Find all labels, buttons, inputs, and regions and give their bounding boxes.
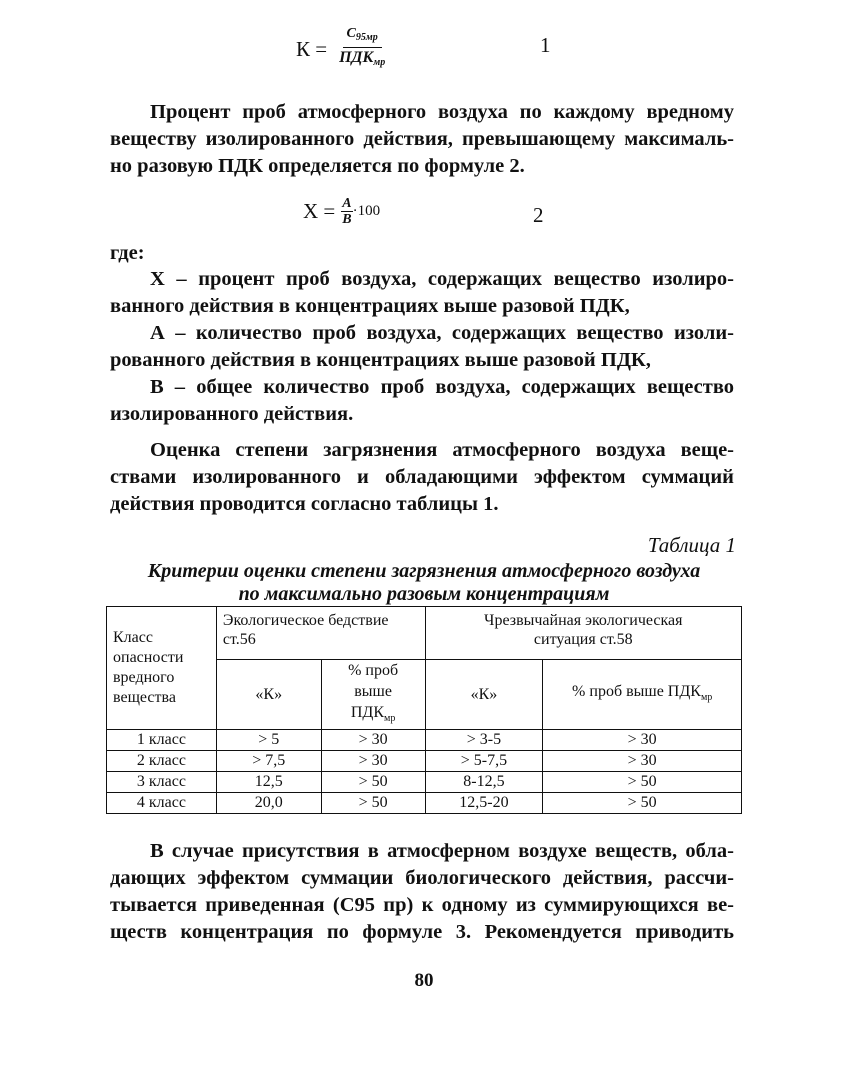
definition-a-line: рованного действия в концентрациях выше разовой ПДК, [110, 349, 651, 371]
cell-k-disaster: > 5 [216, 730, 321, 751]
subheader-percent-2-text: % проб выше ПДК [572, 682, 701, 700]
formula-2-denominator: B [342, 212, 352, 227]
summation-line: дающих эффектом суммации биологического действия, рассчи- [110, 867, 734, 889]
summation-line: В случае присутствия в атмосферном воздухе веществ, обла- [150, 840, 734, 862]
cell-class: 3 класс [107, 772, 217, 793]
cell-k-emergency: > 5-7,5 [425, 751, 543, 772]
table-label: Таблица 1 [647, 533, 736, 557]
formula-1-numerator-sub: 95мр [355, 32, 378, 43]
table-header-row [107, 607, 742, 660]
cell-k-disaster: 12,5 [216, 772, 321, 793]
intro-line: но разовую ПДК определяется по формуле 2. [110, 155, 525, 177]
formula-2 [303, 196, 380, 227]
definition-b-line: изолированного действия. [110, 403, 354, 425]
intro-paragraph [110, 99, 734, 180]
cell-percent-disaster: > 50 [321, 772, 425, 793]
cell-class: 2 класс [107, 751, 217, 772]
assessment-paragraph [110, 437, 734, 518]
header-emergency-situation: Чрезвычайная экологическая ситуация ст.58 [425, 607, 741, 660]
formula-1-numerator: C [346, 26, 356, 41]
cell-percent-disaster: > 30 [321, 751, 425, 772]
cell-k-emergency: 8-12,5 [425, 772, 543, 793]
formula-2-lhs: Х = [303, 199, 336, 223]
formula-1-lhs: К = [296, 36, 328, 61]
subheader-percent-1 [321, 660, 425, 730]
summation-line: ществ концентрация по формуле 3. Рекомендуется приводить [110, 921, 734, 943]
cell-percent-emergency: > 30 [543, 730, 742, 751]
formula-2-number: 2 [533, 203, 544, 227]
definition-b-line: В – общее количество проб воздуха, содержащих вещество [150, 376, 734, 398]
cell-k-disaster: > 7,5 [216, 751, 321, 772]
cell-class: 1 класс [107, 730, 217, 751]
where-definitions [110, 266, 734, 428]
cell-percent-emergency: > 50 [543, 772, 742, 793]
definition-x-line: Х – процент проб воздуха, содержащих вещество изолиро- [150, 268, 734, 290]
intro-line: веществу изолированного действия, превышающему максималь- [110, 128, 734, 150]
table-row [107, 751, 742, 772]
assessment-line: ствами изолированного и обладающими эффектом суммаций [110, 466, 734, 488]
page-number: 80 [414, 970, 434, 991]
subheader-percent-2 [543, 660, 742, 730]
cell-percent-disaster: > 50 [321, 793, 425, 814]
summation-line: тывается приведенная (С95 пр) к одному из суммирующихся ве- [110, 894, 734, 916]
table-row [107, 730, 742, 751]
table-caption-line-1: Критерии оценки степени загрязнения атмосферного воздуха [147, 560, 701, 582]
formula-2-numerator: A [342, 196, 352, 211]
header-ecological-disaster: Экологическое бедствие ст.56 [216, 607, 425, 660]
summation-paragraph [110, 838, 734, 946]
subheader-percent-1-sub: мр [383, 713, 396, 725]
formula-2-multiplier: ·100 [352, 203, 381, 219]
cell-k-disaster: 20,0 [216, 793, 321, 814]
formula-1-number: 1 [540, 33, 551, 57]
header-hazard-class: Класс опасности вредного вещества [107, 607, 217, 730]
subheader-k-2: «К» [425, 660, 543, 730]
table-caption-line-2: по максимально разовым концентрациям [238, 583, 610, 605]
formula-2-fraction [341, 196, 352, 227]
formula-1-denominator: ПДК [339, 49, 374, 66]
table-row [107, 772, 742, 793]
subheader-percent-2-sub: мр [700, 691, 713, 703]
subheader-k-1: «К» [216, 660, 321, 730]
formula-1 [296, 26, 389, 72]
criteria-table [106, 606, 742, 814]
cell-k-emergency: 12,5-20 [425, 793, 543, 814]
subheader-percent-1-text: % проб выше ПДК [348, 662, 399, 721]
definition-a-line: А – количество проб воздуха, содержащих вещество изоли- [150, 322, 734, 344]
cell-percent-disaster: > 30 [321, 730, 425, 751]
cell-class: 4 класс [107, 793, 217, 814]
assessment-line: действия проводится согласно таблицы 1. [110, 493, 499, 515]
cell-percent-emergency: > 30 [543, 751, 742, 772]
formula-1-fraction [335, 26, 389, 72]
definition-x-line: ванного действия в концентрациях выше разовой ПДК, [110, 295, 630, 317]
cell-percent-emergency: > 50 [543, 793, 742, 814]
cell-k-emergency: > 3-5 [425, 730, 543, 751]
formula-1-denominator-sub: мр [373, 57, 386, 68]
where-label: где: [110, 242, 145, 264]
assessment-line: Оценка степени загрязнения атмосферного воздуха веще- [150, 439, 734, 461]
table-row [107, 793, 742, 814]
intro-line: Процент проб атмосферного воздуха по каждому вредному [150, 101, 734, 123]
